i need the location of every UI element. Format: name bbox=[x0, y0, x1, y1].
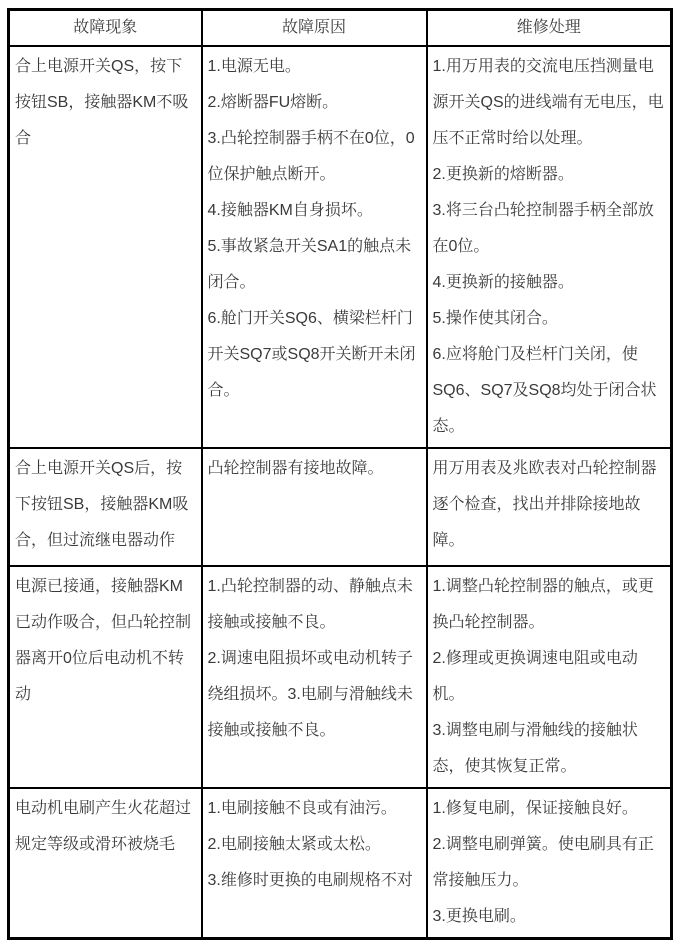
fault-troubleshooting-table bbox=[7, 8, 673, 940]
cell-causes bbox=[202, 566, 427, 788]
cell-causes bbox=[202, 46, 427, 448]
cell-paragraph: 3.将三台凸轮控制器手柄全部放在0位。 bbox=[432, 201, 654, 255]
cell-paragraph: 3.凸轮控制器手柄不在0位，0位保护触点断开。 bbox=[207, 129, 415, 183]
cell-paragraph: 用万用表及兆欧表对凸轮控制器逐个检查，找出并排除接地故障。 bbox=[432, 459, 657, 549]
cell-paragraph: 4.更换新的接触器。 bbox=[432, 273, 574, 291]
cell-paragraph: 2.修理或更换调速电阻或电动机。 bbox=[432, 649, 638, 703]
cell-paragraph: 1.电源无电。 bbox=[207, 57, 301, 75]
cell-phenomenon bbox=[9, 566, 202, 788]
cell-paragraph: 1.调整凸轮控制器的触点，或更换凸轮控制器。 bbox=[432, 577, 654, 631]
cell-causes bbox=[202, 788, 427, 939]
cell-paragraph: 1.修复电刷，保证接触良好。 bbox=[432, 799, 638, 817]
cell-paragraph: 5.事故紧急开关SA1的触点未闭合。 bbox=[207, 237, 412, 291]
cell-paragraph: 合上电源开关QS，按下按钮SB，接触器KM不吸合 bbox=[15, 57, 189, 147]
cell-paragraph: 6.舱门开关SQ6、横梁栏杆门开关SQ7或SQ8开关断开未闭合。 bbox=[207, 309, 416, 399]
cell-paragraph: 5.操作使其闭合。 bbox=[432, 309, 558, 327]
cell-repairs bbox=[427, 46, 672, 448]
cell-repairs bbox=[427, 448, 672, 566]
cell-paragraph: 2.熔断器FU熔断。 bbox=[207, 93, 339, 111]
table-header-row bbox=[9, 10, 672, 46]
table-row bbox=[9, 46, 672, 448]
column-header: 故障原因 bbox=[202, 10, 427, 46]
table-row bbox=[9, 566, 672, 788]
cell-paragraph: 2.更换新的熔断器。 bbox=[432, 165, 574, 183]
cell-paragraph: 电动机电刷产生火花超过规定等级或滑环被烧毛 bbox=[15, 799, 192, 853]
column-header: 故障现象 bbox=[9, 10, 202, 46]
cell-paragraph: 3.调整电刷与滑触线的接触状态，使其恢复正常。 bbox=[432, 721, 638, 775]
cell-paragraph: 1.凸轮控制器的动、静触点未接触或接触不良。 bbox=[207, 577, 413, 631]
cell-phenomenon bbox=[9, 448, 202, 566]
table-row bbox=[9, 448, 672, 566]
cell-paragraph: 4.接触器KM自身损坏。 bbox=[207, 201, 373, 219]
table-row bbox=[9, 788, 672, 939]
column-header: 维修处理 bbox=[427, 10, 672, 46]
table-body bbox=[9, 46, 672, 939]
cell-paragraph: 3.更换电刷。 bbox=[432, 907, 526, 925]
cell-paragraph: 1.用万用表的交流电压挡测量电源开关QS的进线端有无电压，电压不正常时给以处理。 bbox=[432, 57, 664, 147]
cell-repairs bbox=[427, 788, 672, 939]
cell-phenomenon bbox=[9, 46, 202, 448]
cell-causes bbox=[202, 448, 427, 566]
cell-paragraph: 电源已接通，接触器KM已动作吸合，但凸轮控制器离开0位后电动机不转动 bbox=[15, 577, 192, 703]
cell-paragraph: 2.调整电刷弹簧。使电刷具有正常接触压力。 bbox=[432, 835, 654, 889]
cell-paragraph: 凸轮控制器有接地故障。 bbox=[207, 459, 384, 477]
cell-paragraph: 合上电源开关QS后，按下按钮SB，接触器KM吸合，但过流继电器动作 bbox=[15, 459, 189, 549]
cell-paragraph: 2.电刷接触太紧或太松。 bbox=[207, 835, 381, 853]
cell-paragraph: 6.应将舱门及栏杆门关闭，使SQ6、SQ7及SQ8均处于闭合状态。 bbox=[432, 345, 657, 435]
cell-paragraph: 1.电刷接触不良或有油污。 bbox=[207, 799, 397, 817]
cell-repairs bbox=[427, 566, 672, 788]
cell-paragraph: 2.调速电阻损坏或电动机转子绕组损坏。3.电刷与滑触线未接触或接触不良。 bbox=[207, 649, 413, 739]
cell-phenomenon bbox=[9, 788, 202, 939]
cell-paragraph: 3.维修时更换的电刷规格不对 bbox=[207, 871, 413, 889]
